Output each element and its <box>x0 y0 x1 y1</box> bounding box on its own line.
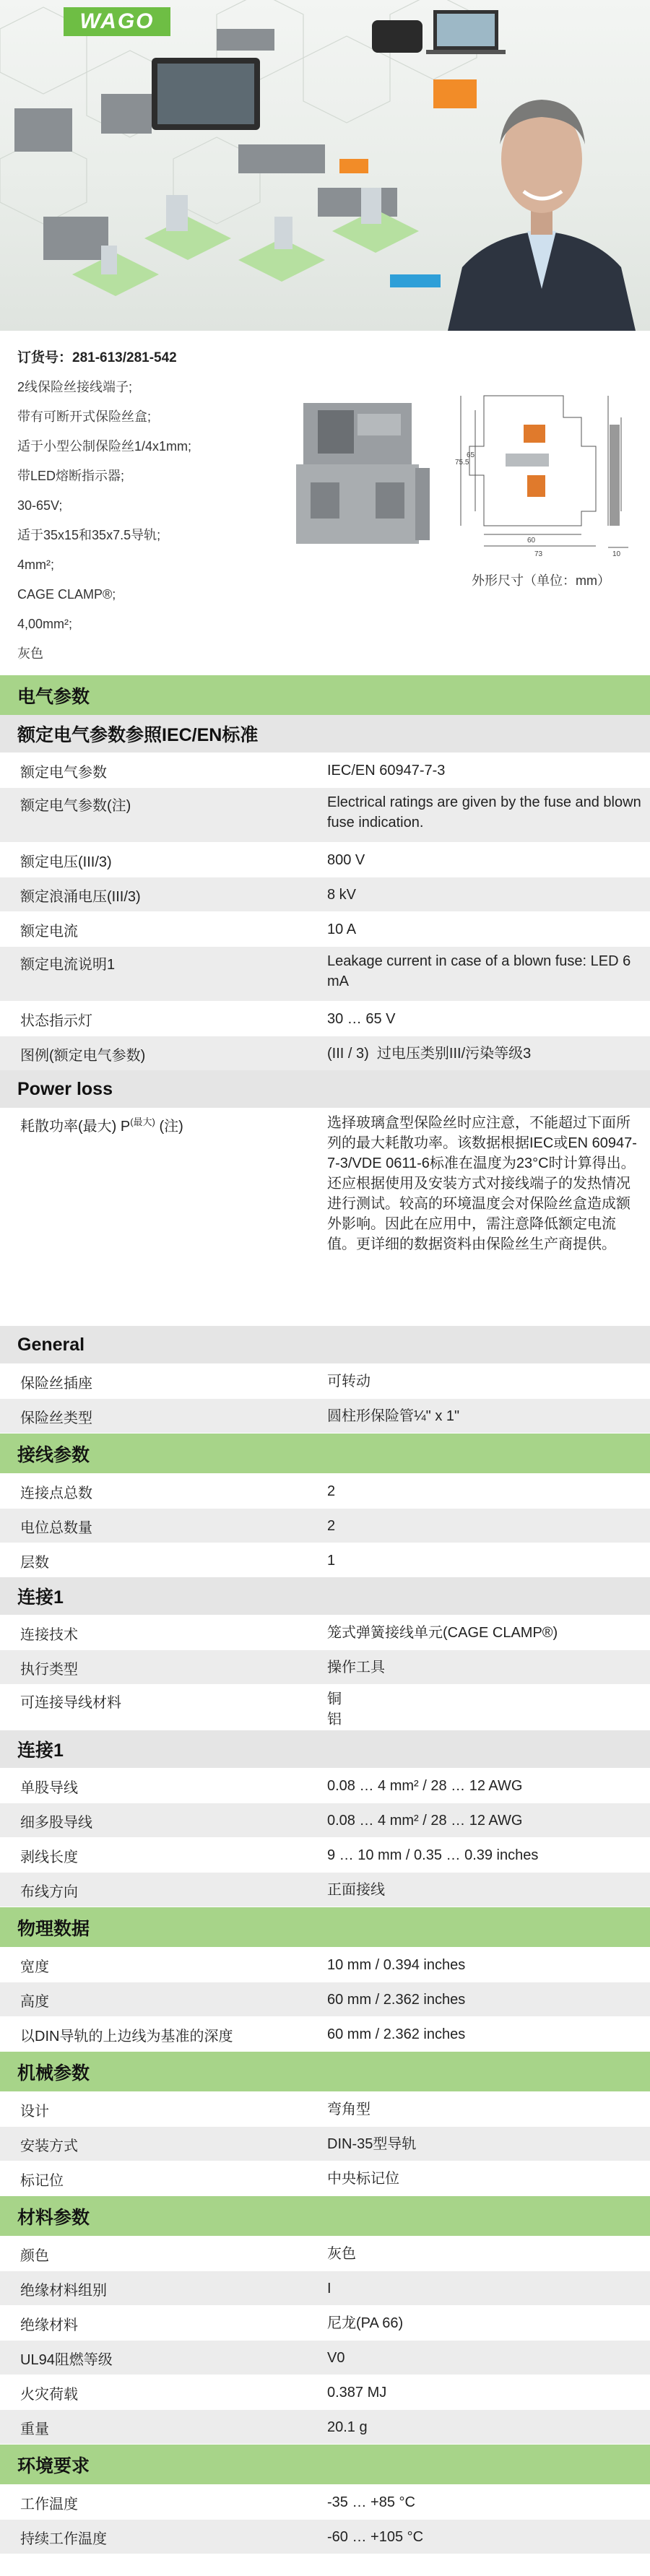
spec-key: 额定电气参数 <box>20 765 107 781</box>
spec-row <box>0 1508 650 1543</box>
spec-row <box>0 2016 650 2051</box>
spec-row <box>0 1615 650 1649</box>
spec-value: 操作工具 <box>327 1660 385 1675</box>
spec-key: 状态指示灯 <box>20 1013 92 1029</box>
spec-value: 2 <box>327 1483 336 1499</box>
spec-key: 宽度 <box>20 1959 49 1975</box>
spec-row <box>0 2126 650 2161</box>
spec-row <box>0 1543 650 1577</box>
spec-key: UL94阻燃等级 <box>20 2352 113 2368</box>
feature-line: 适于35x15和35x7.5导轨; <box>17 528 161 542</box>
spec-key: 工作温度 <box>20 2497 78 2512</box>
feature-line: CAGE CLAMP®; <box>17 587 116 602</box>
spec-value: 10 A <box>327 921 357 937</box>
spec-row <box>0 2161 650 2195</box>
spec-row <box>0 1803 650 1837</box>
spec-key: 执行类型 <box>20 1662 78 1678</box>
feature-line: 4,00mm²; <box>17 617 73 631</box>
subsection-header: Power loss <box>0 1070 650 1108</box>
spec-key: 布线方向 <box>20 1884 78 1900</box>
spec-value: 30 … 65 V <box>327 1011 396 1027</box>
spec-row <box>0 946 650 1001</box>
spec-key: 可连接导线材料 <box>20 1695 121 1711</box>
spec-value: 800 V <box>327 852 365 868</box>
product-photo <box>296 389 441 562</box>
spec-row <box>0 1036 650 1070</box>
dim-label-depth: 60 <box>527 537 536 545</box>
spec-table <box>0 675 650 2554</box>
spec-row <box>0 2091 650 2126</box>
wago-logo: WAGO <box>64 7 170 36</box>
spec-key: 保险丝类型 <box>20 1410 92 1426</box>
spec-value: Leakage current in case of a blown fuse: LED 6 mA <box>327 953 635 989</box>
spec-key: 额定电流 <box>20 924 78 940</box>
spec-row <box>0 2236 650 2271</box>
spec-key: 额定电压(III/3) <box>20 854 112 870</box>
spec-key: 绝缘材料 <box>20 2317 78 2333</box>
spec-value: 0.08 … 4 mm² / 28 … 12 AWG <box>327 1778 523 1794</box>
spec-value: 0.387 MJ <box>327 2385 387 2401</box>
spec-key <box>0 1109 327 1326</box>
spec-row <box>0 787 650 842</box>
spec-row <box>0 2409 650 2444</box>
spec-key: 持续工作温度 <box>20 2531 107 2547</box>
spec-key: 标记位 <box>20 2173 64 2189</box>
section-header: 物理数据 <box>0 1907 650 1947</box>
spec-row <box>0 2484 650 2519</box>
spec-row <box>0 2305 650 2340</box>
spec-row <box>0 2271 650 2305</box>
order-number: 订货号：281-613/281-542 <box>17 350 177 365</box>
spec-row <box>0 2340 650 2375</box>
spec-row <box>0 1947 650 1982</box>
product-intro <box>0 331 650 675</box>
spec-key: 安装方式 <box>20 2138 78 2154</box>
feature-line: 带有可断开式保险丝盒; <box>17 409 151 424</box>
spec-value: 10 mm / 0.394 inches <box>327 1957 466 1973</box>
spec-key: 电位总数量 <box>20 1520 92 1536</box>
feature-line: 2线保险丝接线端子; <box>17 380 133 394</box>
section-header: 环境要求 <box>0 2444 650 2484</box>
feature-line: 灰色 <box>17 646 43 661</box>
spec-key: 额定电气参数(注) <box>20 798 131 814</box>
spec-key: 额定浪涌电压(III/3) <box>20 889 141 905</box>
section-header: 机械参数 <box>0 2051 650 2091</box>
spec-key: 层数 <box>20 1555 49 1571</box>
spec-value: 圆柱形保险管¼" x 1" <box>327 1408 460 1424</box>
spec-row <box>0 2519 650 2554</box>
spec-key: 颜色 <box>20 2248 49 2264</box>
spec-value: 2 <box>327 1518 336 1534</box>
spec-value: 可转动 <box>327 1374 370 1389</box>
feature-line: 带LED熔断指示器; <box>17 469 125 483</box>
spec-key: 连接点总数 <box>20 1486 92 1501</box>
section-header: 接线参数 <box>0 1433 650 1473</box>
spec-row <box>0 1684 650 1730</box>
spec-key: 额定电流说明1 <box>20 957 116 973</box>
spec-row <box>0 1398 650 1433</box>
spec-row <box>0 1872 650 1907</box>
spec-row <box>0 1768 650 1803</box>
spec-key: 图例(额定电气参数) <box>20 1048 146 1064</box>
spec-value: 8 kV <box>327 887 357 903</box>
spec-value: 9 … 10 mm / 0.35 … 0.39 inches <box>327 1847 539 1863</box>
spec-value <box>327 1685 650 1730</box>
spec-value: -35 … +85 °C <box>327 2494 415 2510</box>
subsection-header: 连接1 <box>0 1577 650 1615</box>
businessman-photo <box>433 51 650 331</box>
section-header: 电气参数 <box>0 675 650 715</box>
spec-key-subscript: (最大) <box>130 1116 155 1127</box>
spec-row <box>0 1473 650 1508</box>
spec-value-line: 铝 <box>327 1712 342 1727</box>
spec-value: 灰色 <box>327 2246 356 2262</box>
spec-value: 20.1 g <box>327 2419 368 2435</box>
spec-row <box>0 911 650 946</box>
spec-value: DIN-35型导轨 <box>327 2136 417 2152</box>
spec-row <box>0 1982 650 2016</box>
section-header: 材料参数 <box>0 2195 650 2236</box>
spec-row <box>0 1837 650 1872</box>
spec-value: V0 <box>327 2350 345 2366</box>
subsection-header: 额定电气参数参照IEC/EN标准 <box>0 715 650 753</box>
spec-row <box>0 1649 650 1684</box>
spec-value: (III / 3) 过电压类别III/污染等级3 <box>327 1046 532 1062</box>
spec-key: 以DIN导轨的上边线为基准的深度 <box>20 2029 233 2044</box>
spec-row <box>0 753 650 787</box>
spec-value: 60 mm / 2.362 inches <box>327 1992 466 2008</box>
spec-key: 剥线长度 <box>20 1849 78 1865</box>
spec-key: 连接技术 <box>20 1627 78 1643</box>
spec-value: Electrical ratings are given by the fuse and blown fuse indication. <box>327 794 646 831</box>
spec-value: -60 … +105 °C <box>327 2529 424 2545</box>
dimension-drawing <box>455 367 636 562</box>
spec-key: 单股导线 <box>20 1780 78 1796</box>
dim-label-length: 73 <box>534 550 543 558</box>
hero-banner <box>0 0 650 331</box>
spec-value: 选择玻璃盒型保险丝时应注意，不能超过下面所列的最大耗散功率。该数据根据IEC或EN 60947-7-3/VDE 0611-6标准在温度为23°C时计算得出。还应根据使用及安装方式对接线端子的发热情况进行测试。较高的环境温度会对保险丝盒造成额外影响。因此在应用中，需注意降低额定电流值。更详细的数据资料由保险丝生产商提供。 <box>327 1115 637 1252</box>
dimension-caption: 外形尺寸（单位：mm） <box>472 573 610 588</box>
feature-line: 适于小型公制保险丝1/4x1mm; <box>17 439 192 454</box>
spec-key: 保险丝插座 <box>20 1376 92 1392</box>
spec-key: 细多股导线 <box>20 1815 92 1831</box>
dim-label-inner: 65 <box>467 451 475 459</box>
spec-row <box>0 1108 650 1326</box>
spec-key: 重量 <box>20 2421 49 2437</box>
spec-value: 正面接线 <box>327 1882 385 1898</box>
spec-row <box>0 842 650 877</box>
spec-key: 高度 <box>20 1994 49 2010</box>
dim-label-width: 10 <box>612 550 621 558</box>
spec-value: IEC/EN 60947-7-3 <box>327 763 446 779</box>
dim-label-height: 75.5 <box>455 459 469 467</box>
spec-key-suffix: (注) <box>155 1119 183 1135</box>
feature-line: 30-65V; <box>17 498 63 513</box>
spec-value: 笼式弹簧接线单元(CAGE CLAMP®) <box>327 1625 558 1641</box>
spec-row <box>0 2375 650 2409</box>
spec-value: 0.08 … 4 mm² / 28 … 12 AWG <box>327 1813 523 1829</box>
spec-value: 1 <box>327 1553 336 1569</box>
spec-key: 火灾荷载 <box>20 2387 78 2403</box>
subsection-header: 连接1 <box>0 1730 650 1768</box>
spec-value: 60 mm / 2.362 inches <box>327 2026 466 2042</box>
spec-value-line: 铜 <box>327 1691 342 1707</box>
spec-row <box>0 877 650 911</box>
spec-row <box>0 1001 650 1036</box>
spec-value: 中央标记位 <box>327 2171 399 2187</box>
spec-key-text: 耗散功率(最大) P <box>20 1119 131 1135</box>
spec-key: 设计 <box>20 2104 49 2120</box>
spec-value: 尼龙(PA 66) <box>327 2315 404 2331</box>
feature-line: 4mm²; <box>17 558 54 572</box>
spec-row <box>0 1363 650 1398</box>
spec-key: 绝缘材料组别 <box>20 2283 107 2299</box>
subsection-header: General <box>0 1326 650 1363</box>
spec-value: 弯角型 <box>327 2102 370 2117</box>
spec-value: I <box>327 2281 332 2297</box>
